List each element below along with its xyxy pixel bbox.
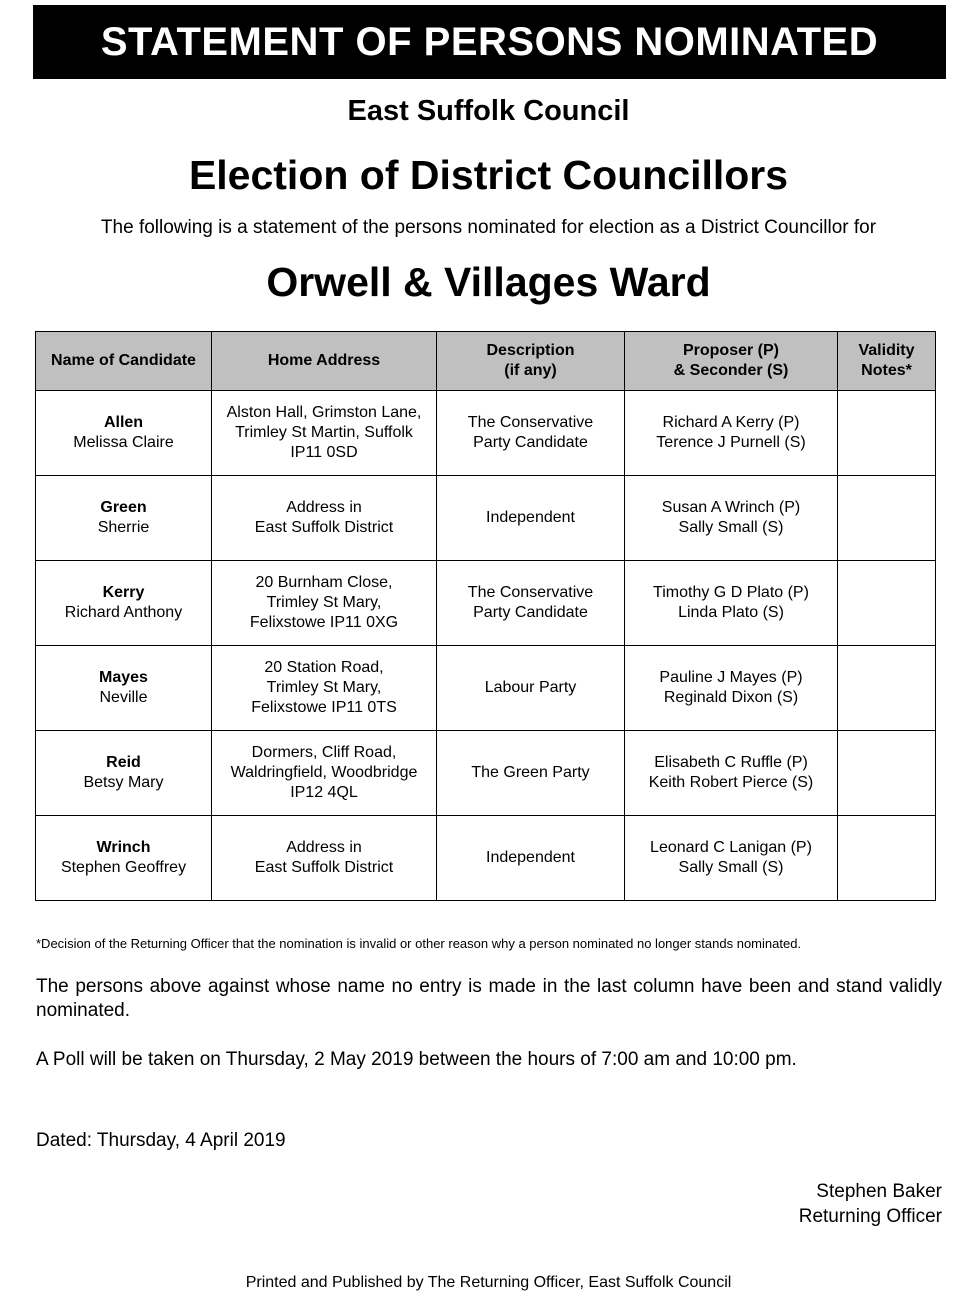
proposer-seconder-cell: [625, 816, 838, 901]
seconder: Linda Plato (S): [678, 604, 784, 621]
description-cell: [437, 391, 625, 476]
header-validity-line-2: Notes*: [861, 362, 912, 379]
proposer: Leonard C Lanigan (P): [650, 839, 812, 856]
poll-statement: A Poll will be taken on Thursday, 2 May 2019 between the hours of 7:00 am and 10:00 pm.: [36, 1049, 797, 1070]
address-line-1: 20 Burnham Close,: [255, 574, 393, 591]
candidate-name-cell: [36, 816, 212, 901]
validity-notes-cell: [838, 731, 936, 816]
home-address-cell: [212, 731, 437, 816]
proposer-seconder-cell: [625, 731, 838, 816]
proposer-seconder-cell: [625, 476, 838, 561]
address-line-1: Dormers, Cliff Road,: [251, 744, 397, 761]
description-cell: [437, 731, 625, 816]
header-validity-notes: [838, 332, 936, 391]
table-row: [36, 476, 936, 561]
address-line-2: Trimley St Martin, Suffolk: [235, 424, 413, 441]
home-address-cell: [212, 476, 437, 561]
proposer: Elisabeth C Ruffle (P): [654, 754, 808, 771]
description-line-1: The Conservative: [467, 414, 594, 431]
candidate-surname: Wrinch: [96, 839, 151, 856]
candidate-name-cell: [36, 561, 212, 646]
dated-line: Dated: Thursday, 4 April 2019: [36, 1130, 286, 1151]
council-name: East Suffolk Council: [347, 95, 630, 127]
ward-name: Orwell & Villages Ward: [266, 259, 711, 305]
validity-notes-cell: [838, 476, 936, 561]
proposer: Richard A Kerry (P): [662, 414, 800, 431]
header-description-line-1: Description: [486, 342, 575, 359]
description-cell: [437, 646, 625, 731]
proposer-seconder-cell: [625, 391, 838, 476]
seconder: Terence J Purnell (S): [656, 434, 806, 451]
candidate-name-cell: [36, 646, 212, 731]
candidate-surname: Green: [100, 499, 147, 516]
address-line-3: IP12 4QL: [290, 784, 358, 801]
printed-by-line: Printed and Published by The Returning Officer, East Suffolk Council: [245, 1274, 732, 1291]
seconder: Reginald Dixon (S): [663, 689, 799, 706]
intro-text: The following is a statement of the persons nominated for election as a District Councillor for: [100, 217, 877, 238]
statement-banner: [33, 5, 946, 79]
candidate-name-cell: [36, 476, 212, 561]
header-validity-line-1: Validity: [858, 342, 915, 359]
candidate-forenames: Sherrie: [97, 519, 150, 536]
validity-footnote: *Decision of the Returning Officer that the nomination is invalid or other reason why a person nominated no longer stands nominated.: [36, 936, 802, 951]
description-line-2: Party Candidate: [473, 434, 588, 451]
home-address-cell: [212, 561, 437, 646]
address-line-2: East Suffolk District: [254, 859, 394, 876]
candidate-forenames: Richard Anthony: [64, 604, 183, 621]
header-proposer-seconder: [625, 332, 838, 391]
table-row: [36, 816, 936, 901]
validity-notes-cell: [838, 391, 936, 476]
address-line-2: Trimley St Mary,: [266, 594, 382, 611]
validity-notes-cell: [838, 816, 936, 901]
description-line-1: The Conservative: [467, 584, 594, 601]
address-line-2: Waldringfield, Woodbridge: [230, 764, 418, 781]
header-proposer-line-1: Proposer (P): [682, 342, 779, 359]
address-line-2: Trimley St Mary,: [266, 679, 382, 696]
description-cell: [437, 561, 625, 646]
candidate-forenames: Melissa Claire: [73, 434, 174, 451]
validity-notes-cell: [838, 561, 936, 646]
home-address-cell: [212, 646, 437, 731]
description-line-1: Independent: [486, 509, 575, 526]
header-home-address: Home Address: [212, 332, 437, 391]
proposer-seconder-cell: [625, 561, 838, 646]
candidate-forenames: Stephen Geoffrey: [60, 859, 187, 876]
description-line-1: Labour Party: [484, 679, 577, 696]
proposer: Susan A Wrinch (P): [661, 499, 801, 516]
validity-notes-cell: [838, 646, 936, 731]
address-line-3: Felixstowe IP11 0XG: [249, 614, 399, 631]
signature-block: [799, 1179, 942, 1229]
description-line-2: Party Candidate: [473, 604, 588, 621]
header-proposer-line-2: & Seconder (S): [673, 362, 789, 379]
candidate-surname: Reid: [106, 754, 141, 771]
seconder: Sally Small (S): [678, 859, 784, 876]
table-row: [36, 391, 936, 476]
table-row: [36, 561, 936, 646]
nominations-table: [35, 331, 936, 901]
candidate-name-cell: [36, 391, 212, 476]
header-description-line-2: (if any): [504, 362, 557, 379]
table-row: [36, 731, 936, 816]
seconder: Keith Robert Pierce (S): [648, 774, 814, 791]
candidate-surname: Mayes: [99, 669, 148, 686]
home-address-cell: [212, 391, 437, 476]
home-address-cell: [212, 816, 437, 901]
candidate-forenames: Neville: [99, 689, 148, 706]
proposer-seconder-cell: [625, 646, 838, 731]
description-cell: [437, 476, 625, 561]
address-line-1: Alston Hall, Grimston Lane,: [226, 404, 422, 421]
header-name-of-candidate: Name of Candidate: [36, 332, 212, 391]
address-line-1: Address in: [286, 499, 362, 516]
address-line-1: 20 Station Road,: [264, 659, 384, 676]
proposer: Timothy G D Plato (P): [653, 584, 809, 601]
candidate-name-cell: [36, 731, 212, 816]
election-title: Election of District Councillors: [188, 152, 789, 198]
address-line-1: Address in: [286, 839, 362, 856]
header-description: [437, 332, 625, 391]
signatory-name: Stephen Baker: [816, 1181, 942, 1202]
candidate-forenames: Betsy Mary: [83, 774, 164, 791]
table-header-row: [36, 332, 936, 391]
candidate-surname: Allen: [103, 414, 144, 431]
candidate-surname: Kerry: [102, 584, 145, 601]
banner-title: STATEMENT OF PERSONS NOMINATED: [100, 19, 879, 64]
description-line-1: The Green Party: [471, 764, 590, 781]
address-line-3: Felixstowe IP11 0TS: [251, 699, 397, 716]
address-line-3: IP11 0SD: [290, 444, 358, 461]
validly-nominated-statement: The persons above against whose name no entry is made in the last column have been and stand validly nominated.: [36, 976, 942, 1021]
description-cell: [437, 816, 625, 901]
table-row: [36, 646, 936, 731]
seconder: Sally Small (S): [678, 519, 784, 536]
description-line-1: Independent: [486, 849, 575, 866]
signatory-title: Returning Officer: [798, 1206, 942, 1227]
proposer: Pauline J Mayes (P): [659, 669, 803, 686]
address-line-2: East Suffolk District: [254, 519, 394, 536]
